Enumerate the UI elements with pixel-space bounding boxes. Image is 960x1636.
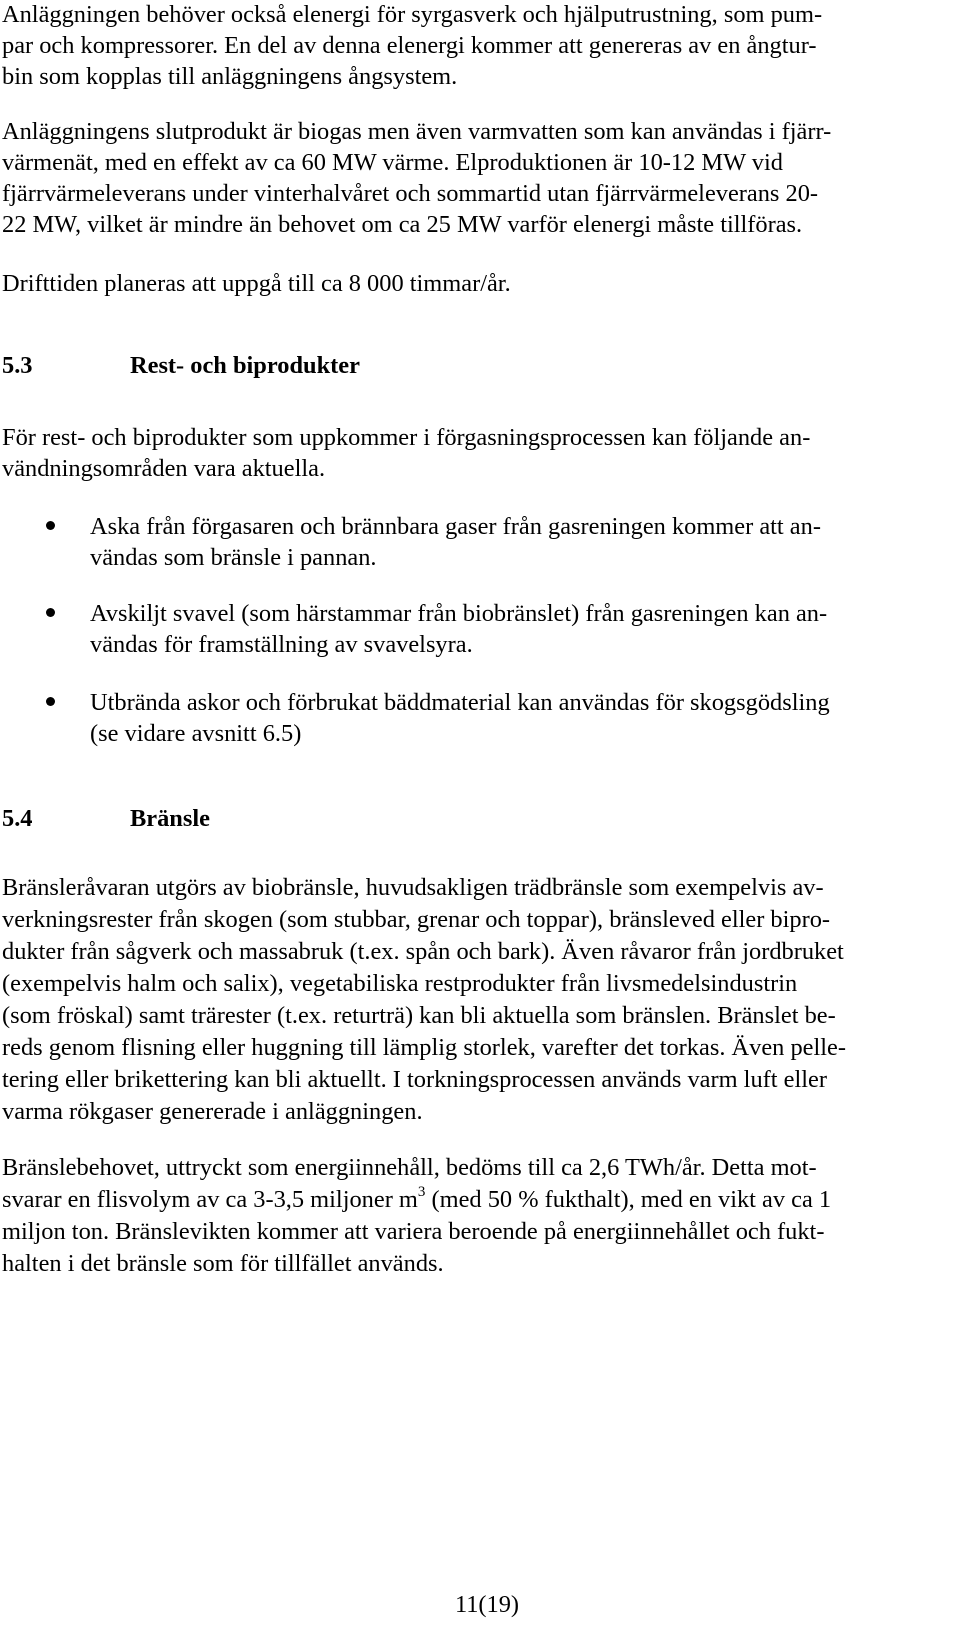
paragraph-line: 22 MW, vilket är mindre än behovet om ca 25 MW varför elenergi måste tillföras.: [2, 211, 803, 238]
section-title: Bränsle: [130, 805, 210, 832]
paragraph-line: (exempelvis halm och salix), vegetabiliska restprodukter från livsmedelsindustrin: [2, 970, 798, 997]
paragraph-line: Drifttiden planeras att uppgå till ca 8 000 timmar/år.: [2, 270, 511, 297]
page-number: 11(19): [454, 1591, 520, 1618]
paragraph-line: tering eller brikettering kan bli aktuellt. I torkningsprocessen används varm luft eller: [2, 1066, 827, 1093]
paragraph-line: [2, 1185, 831, 1215]
bullet-line: Aska från förgasaren och brännbara gaser från gasreningen kommer att an-: [90, 513, 821, 540]
section-number: 5.4: [2, 805, 33, 832]
bullet-icon: [46, 521, 55, 530]
paragraph-line: vändningsområden vara aktuella.: [2, 455, 326, 482]
section-heading-5-4: [0, 804, 960, 834]
paragraph-line: varma rökgaser genererade i anläggningen.: [2, 1098, 423, 1125]
bullet-line: (se vidare avsnitt 6.5): [90, 720, 302, 747]
paragraph-line: (som fröskal) samt trärester (t.ex. returträ) kan bli aktuella som bränslen. Bränslet be-: [2, 1002, 836, 1029]
paragraph-line: Anläggningens slutprodukt är biogas men även varmvatten som kan användas i fjärr-: [2, 118, 832, 145]
bullet-icon: [46, 697, 55, 706]
paragraph-line: bin som kopplas till anläggningens ångsystem.: [2, 63, 458, 90]
paragraph-line: För rest- och biprodukter som uppkommer i förgasningsprocessen kan följande an-: [2, 424, 811, 451]
paragraph-line: värmenät, med en effekt av ca 60 MW värme. Elproduktionen är 10-12 MW vid: [2, 149, 783, 176]
paragraph-line: verkningsrester från skogen (som stubbar, grenar och toppar), bränsleved eller bipro-: [2, 906, 831, 933]
paragraph-line: reds genom flisning eller huggning till lämplig storlek, varefter det torkas. Även pelle-: [2, 1034, 846, 1061]
bullet-line: Avskiljt svavel (som härstammar från biobränslet) från gasreningen kan an-: [90, 600, 828, 627]
section-number: 5.3: [2, 352, 33, 379]
bullet-line: vändas som bränsle i pannan.: [90, 544, 377, 571]
paragraph-line: Bränslebehovet, uttryckt som energiinnehåll, bedöms till ca 2,6 TWh/år. Detta mot-: [2, 1154, 817, 1181]
paragraph-line: dukter från sågverk och massabruk (t.ex. spån och bark). Även råvaror från jordbruket: [2, 938, 844, 965]
paragraph-line: fjärrvärmeleverans under vinterhalvåret och sommartid utan fjärrvärmeleverans 20-: [2, 180, 819, 207]
paragraph-line: Bränsleråvaran utgörs av biobränsle, huvudsakligen trädbränsle som exempelvis av-: [2, 874, 824, 901]
text-segment: (med 50 % fukthalt), med en vikt av ca 1: [425, 1186, 832, 1213]
section-heading-5-3: [0, 351, 960, 381]
section-title: Rest- och biprodukter: [130, 352, 360, 379]
bullet-line: vändas för framställning av svavelsyra.: [90, 631, 473, 658]
bullet-line: Utbrända askor och förbrukat bäddmaterial kan användas för skogsgödsling: [90, 689, 830, 716]
paragraph-line: miljon ton. Bränslevikten kommer att variera beroende på energiinnehållet och fukt-: [2, 1218, 825, 1245]
paragraph-line: halten i det bränsle som för tillfället används.: [2, 1250, 444, 1277]
paragraph-line: par och kompressorer. En del av denna elenergi kommer att genereras av en ångtur-: [2, 32, 817, 59]
text-segment: svarar en flisvolym av ca 3-3,5 miljoner m: [2, 1186, 418, 1213]
bullet-icon: [46, 608, 55, 617]
superscript: 3: [417, 1184, 426, 1200]
paragraph-line: Anläggningen behöver också elenergi för syrgasverk och hjälputrustning, som pum-: [2, 1, 823, 28]
